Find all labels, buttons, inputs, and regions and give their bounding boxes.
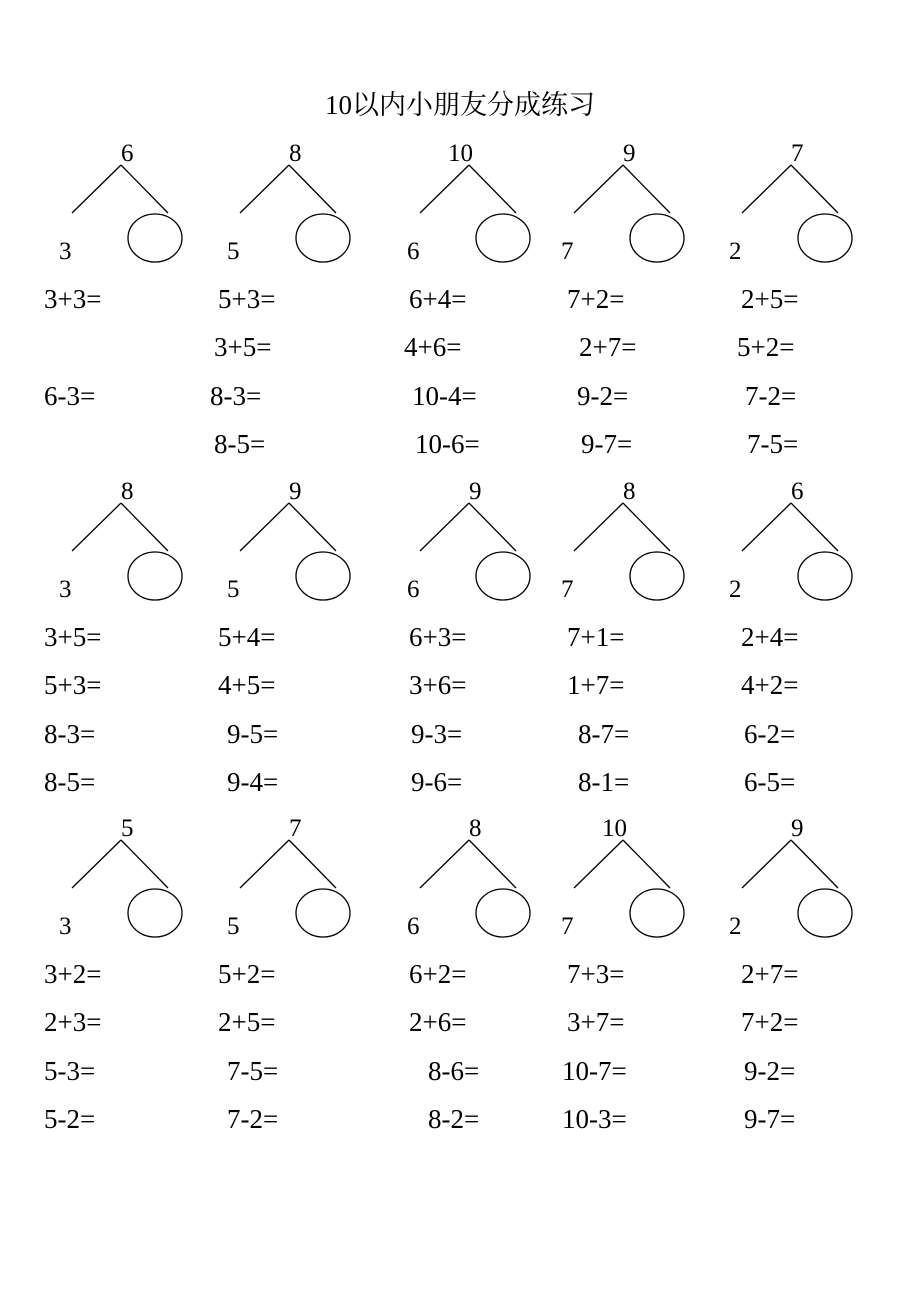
- equation: 5-3=: [44, 1056, 96, 1086]
- equation: 9-7=: [744, 1104, 796, 1134]
- equation: 4+2=: [741, 670, 799, 700]
- bond-line-right: [623, 165, 670, 213]
- equation: 8-5=: [214, 429, 266, 459]
- equation: 5+4=: [218, 622, 276, 652]
- bond-total: 6: [791, 478, 804, 505]
- equation: 10-6=: [415, 429, 480, 459]
- equation: 5+3=: [218, 284, 276, 314]
- equation: 7+2=: [567, 284, 625, 314]
- bond-line-right: [289, 165, 336, 213]
- equation: 6-2=: [744, 719, 796, 749]
- bond-part: 5: [227, 576, 240, 603]
- answer-circle[interactable]: [798, 552, 852, 600]
- equation: 8-2=: [428, 1104, 480, 1134]
- equation: 7-2=: [745, 381, 797, 411]
- equation: 7+3=: [567, 959, 625, 989]
- bond-line-right: [469, 503, 516, 551]
- equation: 3+6=: [409, 670, 467, 700]
- equation: 7-2=: [227, 1104, 279, 1134]
- equation: 2+7=: [741, 959, 799, 989]
- bond-line-right: [623, 503, 670, 551]
- bond-part: 2: [729, 576, 742, 603]
- bond-diagram: [418, 140, 538, 270]
- equation: 6+3=: [409, 622, 467, 652]
- equation: 9-5=: [227, 719, 279, 749]
- equation: 5-2=: [44, 1104, 96, 1134]
- equation: 5+2=: [218, 959, 276, 989]
- equation: 3+5=: [214, 332, 272, 362]
- bond-line-left: [240, 503, 289, 551]
- equation: 2+6=: [409, 1007, 467, 1037]
- number-bond: [407, 815, 578, 965]
- bond-line-right: [791, 840, 838, 888]
- bond-line-right: [791, 503, 838, 551]
- bond-line-left: [574, 840, 623, 888]
- equation: 8-3=: [44, 719, 96, 749]
- answer-circle[interactable]: [798, 889, 852, 937]
- bond-part: 3: [59, 913, 72, 940]
- equation: 9-3=: [411, 719, 463, 749]
- number-bond: [59, 478, 230, 628]
- bond-line-right: [289, 503, 336, 551]
- bond-part: 6: [407, 576, 420, 603]
- bond-part: 2: [729, 913, 742, 940]
- bond-part: 7: [561, 576, 574, 603]
- equation: 5+2=: [737, 332, 795, 362]
- equation: 2+5=: [218, 1007, 276, 1037]
- equation: 8-7=: [578, 719, 630, 749]
- bond-total: 9: [791, 815, 804, 842]
- bond-line-right: [469, 840, 516, 888]
- bond-line-right: [791, 165, 838, 213]
- equation: 6-5=: [744, 767, 796, 797]
- equation: 2+4=: [741, 622, 799, 652]
- bond-line-left: [420, 503, 469, 551]
- answer-circle[interactable]: [296, 552, 350, 600]
- bond-line-left: [420, 840, 469, 888]
- number-bond: [729, 478, 900, 628]
- bond-line-right: [121, 840, 168, 888]
- equation: 4+6=: [404, 332, 462, 362]
- bond-line-left: [574, 165, 623, 213]
- bond-line-left: [574, 503, 623, 551]
- bond-total: 8: [623, 478, 636, 505]
- equation: 10-3=: [562, 1104, 627, 1134]
- number-bond: [407, 478, 578, 628]
- bond-part: 2: [729, 238, 742, 265]
- answer-circle[interactable]: [296, 214, 350, 262]
- equation: 6-3=: [44, 381, 96, 411]
- equation: 7-5=: [227, 1056, 279, 1086]
- answer-circle[interactable]: [476, 889, 530, 937]
- equation: 8-5=: [44, 767, 96, 797]
- bond-line-left: [240, 165, 289, 213]
- number-bond: [729, 140, 900, 290]
- equation: 3+7=: [567, 1007, 625, 1037]
- bond-total: 9: [289, 478, 302, 505]
- equation: 9-7=: [581, 429, 633, 459]
- bond-total: 7: [289, 815, 302, 842]
- answer-circle[interactable]: [128, 889, 182, 937]
- bond-total: 8: [121, 478, 134, 505]
- equation: 8-3=: [210, 381, 262, 411]
- equation: 7+1=: [567, 622, 625, 652]
- bond-total: 8: [469, 815, 482, 842]
- bond-total: 8: [289, 140, 302, 167]
- number-bond: [227, 478, 398, 628]
- bond-part: 5: [227, 913, 240, 940]
- equation: 10-7=: [562, 1056, 627, 1086]
- bond-line-right: [469, 165, 516, 213]
- page-title: 10以内小朋友分成练习: [325, 90, 595, 120]
- equation: 9-2=: [744, 1056, 796, 1086]
- bond-total: 10: [448, 140, 473, 167]
- bond-part: 5: [227, 238, 240, 265]
- number-bond: [561, 140, 732, 290]
- bond-line-right: [289, 840, 336, 888]
- answer-circle[interactable]: [128, 552, 182, 600]
- equation: 8-1=: [578, 767, 630, 797]
- answer-circle[interactable]: [630, 214, 684, 262]
- bond-line-left: [72, 503, 121, 551]
- number-bond: [561, 478, 732, 628]
- equation: 2+7=: [579, 332, 637, 362]
- equation: 5+3=: [44, 670, 102, 700]
- bond-line-left: [240, 840, 289, 888]
- answer-circle[interactable]: [798, 214, 852, 262]
- bond-line-left: [420, 165, 469, 213]
- equation: 2+3=: [44, 1007, 102, 1037]
- bond-line-left: [742, 165, 791, 213]
- equation: 9-2=: [577, 381, 629, 411]
- equation: 1+7=: [567, 670, 625, 700]
- bond-part: 7: [561, 238, 574, 265]
- equation: 3+3=: [44, 284, 102, 314]
- bond-total: 5: [121, 815, 134, 842]
- equation: 6+2=: [409, 959, 467, 989]
- equation: 7+2=: [741, 1007, 799, 1037]
- number-bond: [59, 140, 230, 290]
- equation: 7-5=: [747, 429, 799, 459]
- bond-line-left: [72, 165, 121, 213]
- bond-part: 6: [407, 238, 420, 265]
- bond-total: 7: [791, 140, 804, 167]
- number-bond: [59, 815, 230, 965]
- bond-total: 9: [623, 140, 636, 167]
- answer-circle[interactable]: [476, 214, 530, 262]
- equation: 3+2=: [44, 959, 102, 989]
- number-bond: [561, 815, 732, 965]
- number-bond: [227, 815, 398, 965]
- bond-line-right: [121, 165, 168, 213]
- bond-line-left: [742, 840, 791, 888]
- bond-line-right: [623, 840, 670, 888]
- equation: 2+5=: [741, 284, 799, 314]
- bond-total: 6: [121, 140, 134, 167]
- equation: 10-4=: [412, 381, 477, 411]
- bond-diagram: [572, 815, 692, 945]
- equation: 9-6=: [411, 767, 463, 797]
- bond-total: 9: [469, 478, 482, 505]
- number-bond: [729, 815, 900, 965]
- answer-circle[interactable]: [296, 889, 350, 937]
- bond-part: 7: [561, 913, 574, 940]
- equation: 8-6=: [428, 1056, 480, 1086]
- bond-line-right: [121, 503, 168, 551]
- equation: 9-4=: [227, 767, 279, 797]
- number-bond: [227, 140, 398, 290]
- number-bond: [407, 140, 578, 290]
- equation: 6+4=: [409, 284, 467, 314]
- bond-part: 3: [59, 576, 72, 603]
- equation: 3+5=: [44, 622, 102, 652]
- bond-line-left: [742, 503, 791, 551]
- bond-total: 10: [602, 815, 627, 842]
- bond-line-left: [72, 840, 121, 888]
- bond-part: 6: [407, 913, 420, 940]
- bond-part: 3: [59, 238, 72, 265]
- answer-circle[interactable]: [630, 889, 684, 937]
- equation: 4+5=: [218, 670, 276, 700]
- answer-circle[interactable]: [128, 214, 182, 262]
- answer-circle[interactable]: [476, 552, 530, 600]
- answer-circle[interactable]: [630, 552, 684, 600]
